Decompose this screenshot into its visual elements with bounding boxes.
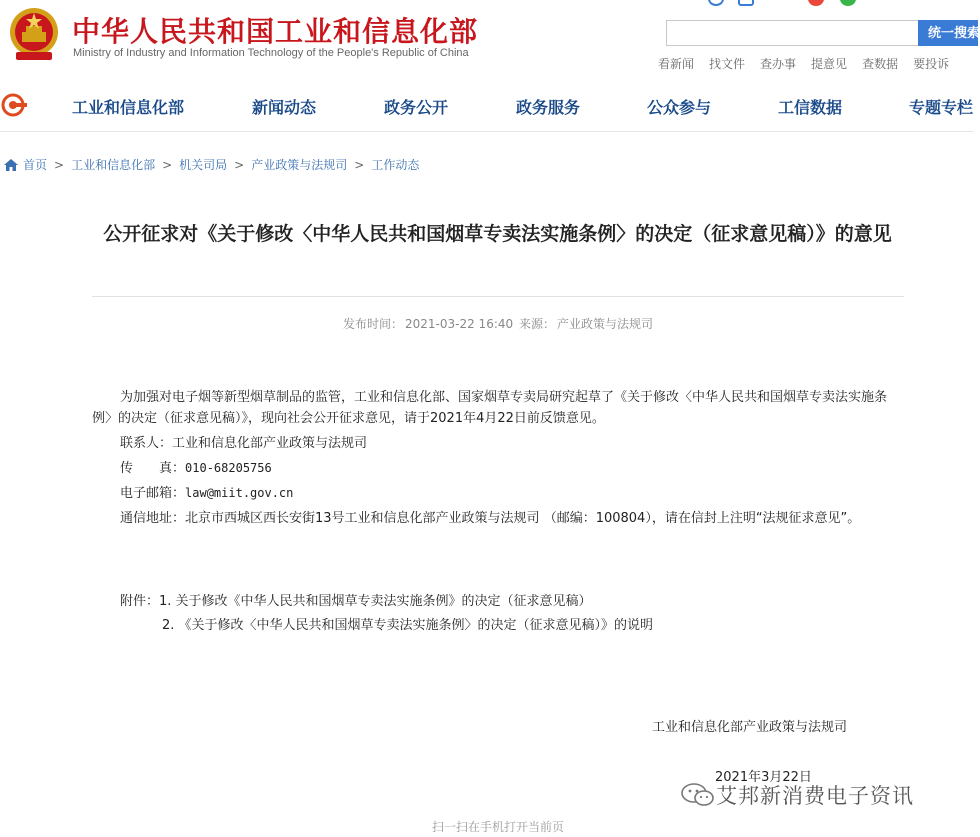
publish-label: 发布时间：: [342, 317, 403, 331]
nav-item-data[interactable]: 工信数据: [778, 98, 843, 117]
publish-time: 2021-03-22 16:40: [405, 317, 514, 331]
quick-link-services[interactable]: 查办事: [760, 57, 797, 71]
fax-line: [92, 458, 892, 479]
quick-link-files[interactable]: 找文件: [709, 57, 746, 71]
signature-org: 工业和信息化部产业政策与法规司: [652, 720, 848, 735]
main-nav: [0, 82, 974, 132]
contact-label: 联系人：: [120, 436, 173, 451]
accessibility-icon[interactable]: [708, 0, 724, 6]
wechat-watermark-icon: [680, 782, 716, 808]
breadcrumb-miit[interactable]: 工业和信息化部: [71, 158, 156, 172]
breadcrumb-departments[interactable]: 机关司局: [179, 158, 228, 172]
scan-qr-text: 扫一扫在手机打开当前页: [432, 820, 565, 834]
attachment-link-1[interactable]: 1. 关于修改《中华人民共和国烟草专卖法实施条例》的决定（征求意见稿）: [159, 594, 592, 609]
nav-item-gov-info[interactable]: 政务公开: [384, 98, 449, 117]
source-label: 来源：: [518, 317, 555, 331]
title-divider: [92, 296, 904, 297]
breadcrumb-separator: >: [54, 158, 65, 172]
breadcrumb-work-news[interactable]: 工作动态: [371, 158, 420, 172]
address-line: [92, 508, 892, 529]
unified-search-button[interactable]: 统一搜索: [918, 20, 978, 46]
address-value: 北京市西城区西长安街13号工业和信息化部产业政策与法规司 （邮编：100804），请在信封上注明“法规征求意见”。: [185, 511, 861, 526]
attachment-link-2[interactable]: 2. 《关于修改〈中华人民共和国烟草专卖法实施条例〉的决定（征求意见稿）》的说明: [162, 618, 654, 633]
quick-link-feedback[interactable]: 提意见: [811, 57, 848, 71]
site-subtitle: Ministry of Industry and Information Technology of the People's Republic of China: [73, 47, 469, 59]
intro-paragraph: 为加强对电子烟等新型烟草制品的监管，工业和信息化部、国家烟草专卖局研究起草了《关于修改〈中华人民共和国烟草专卖法实施条例〉的决定（征求意见稿）》，现向社会公开征求意见，请于2021年4月22日前反馈意见。: [92, 390, 888, 426]
breadcrumb-policy-dept[interactable]: 产业政策与法规司: [251, 158, 348, 172]
breadcrumb: [4, 156, 419, 174]
contact-line: [92, 433, 892, 454]
site-header: [0, 0, 980, 78]
article-title: 公开征求对《关于修改〈中华人民共和国烟草专卖法实施条例〉的决定（征求意见稿）》的意见: [103, 223, 892, 245]
watermark-text: 艾邦新消费电子资讯: [716, 784, 914, 808]
weibo-icon[interactable]: [808, 0, 824, 6]
signature-date: 2021年3月22日: [715, 770, 812, 785]
breadcrumb-home[interactable]: 首页: [23, 158, 48, 172]
nav-item-miit[interactable]: 工业和信息化部: [72, 98, 185, 117]
email-line: [92, 483, 892, 504]
search-input[interactable]: [666, 20, 918, 46]
mobile-icon[interactable]: [738, 0, 754, 6]
address-label: 通信地址：: [120, 511, 186, 526]
attachments-label: 附件：: [120, 594, 160, 609]
contact-value: 工业和信息化部产业政策与法规司: [172, 436, 368, 451]
nav-item-news[interactable]: 新闻动态: [252, 98, 317, 117]
article-body: [92, 387, 892, 533]
watermark: [680, 780, 914, 810]
breadcrumb-separator: >: [162, 158, 173, 172]
nav-item-special-topics[interactable]: 专题专栏: [909, 98, 974, 117]
miit-logo-icon[interactable]: [0, 92, 30, 118]
quick-link-complaints[interactable]: 要投诉: [913, 57, 950, 71]
quick-links: [658, 53, 978, 71]
home-icon: [4, 159, 18, 171]
quick-link-news[interactable]: 看新闻: [658, 57, 695, 71]
fax-label: 传 真：: [120, 461, 186, 476]
nav-item-gov-services[interactable]: 政务服务: [516, 98, 581, 117]
site-title[interactable]: 中华人民共和国工业和信息化部: [72, 15, 479, 48]
attachments: [120, 590, 653, 638]
article-source: 产业政策与法规司: [556, 317, 653, 331]
top-icon-bar: [700, 0, 974, 6]
quick-link-data[interactable]: 查数据: [862, 57, 899, 71]
fax-value: 010-68205756: [185, 461, 272, 475]
breadcrumb-separator: >: [234, 158, 245, 172]
attachment-row-1: [120, 590, 653, 614]
attachment-row-2: [120, 614, 653, 638]
wechat-icon[interactable]: [840, 0, 856, 6]
article-meta: [92, 315, 904, 332]
email-label: 电子邮箱：: [120, 486, 186, 501]
breadcrumb-separator: >: [354, 158, 365, 172]
email-value[interactable]: law@miit.gov.cn: [185, 486, 294, 500]
nav-item-public-participation[interactable]: 公众参与: [647, 98, 712, 117]
national-emblem-icon: [8, 4, 60, 62]
